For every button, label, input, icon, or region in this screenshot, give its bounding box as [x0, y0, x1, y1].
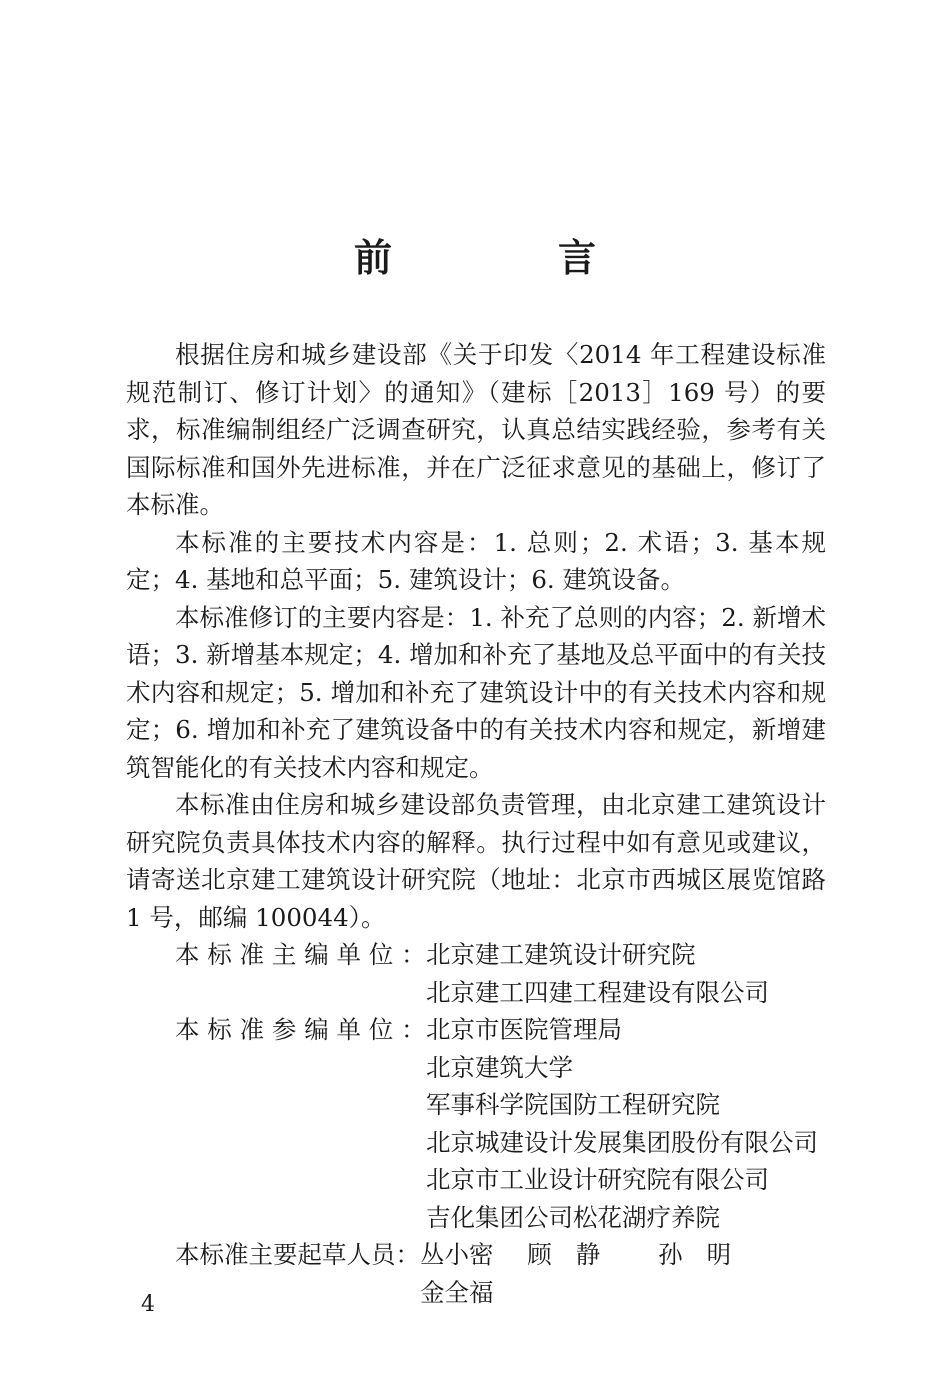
- paragraph-revision-contents: 本标准修订的主要内容是：1. 补充了总则的内容；2. 新增术语；3. 新增基本规定；4. 增加和补充了基地及总平面中的有关技术内容和规定；5. 增加和补充了建筑设计中的有关技术内容和规定；6. 增加和补充了建筑设备中的有关技术内容和规定，新增建筑智能化的有关技术内容和规定。: [126, 602, 826, 782]
- participating-unit-item: 北京市工业设计研究院有限公司: [426, 1165, 769, 1194]
- drafters-label: 本标准主要起草人员：: [175, 1240, 420, 1269]
- participating-unit-item: 吉化集团公司松花湖疗养院: [426, 1202, 720, 1232]
- participating-unit-item: 军事科学院国防工程研究院: [426, 1090, 720, 1119]
- participating-unit-item: 北京城建设计发展集团股份有限公司: [426, 1127, 818, 1157]
- chief-unit-item: 北京建工建筑设计研究院: [426, 940, 696, 969]
- participating-unit-item: 北京建筑大学: [426, 1052, 573, 1082]
- drafter-name: 顾静: [527, 1240, 625, 1269]
- page-title: 前 言: [353, 235, 660, 280]
- paragraph-main-contents: 本标准的主要技术内容是：1. 总则；2. 术语；3. 基本规定；4. 基地和总平面；5. 建筑设计；6. 建筑设备。: [126, 527, 826, 594]
- drafter-name: 丛小密: [420, 1240, 494, 1269]
- paragraph-revision-basis: 根据住房和城乡建设部《关于印发〈2014 年工程建设标准规范制订、修订计划〉的通知》（建标［2013］169 号）的要求，标准编制组经广泛调查研究，认真总结实践经验，参考有关国际标准和国外先进标准，并在广泛征求意见的基础上，修订了本标准。: [126, 340, 826, 519]
- drafter-name: 金全福: [420, 1277, 494, 1307]
- participating-units-block: [126, 1011, 826, 1236]
- participating-units-list: [426, 1011, 826, 1236]
- chief-units-block: [126, 936, 826, 1011]
- paragraph-management: 本标准由住房和城乡建设部负责管理，由北京建工建筑设计研究院负责具体技术内容的解释。执行过程中如有意见或建议，请寄送北京建工建筑设计研究院（地址：北京市西城区展览馆路 1 号，邮编 100044）。: [126, 790, 826, 932]
- drafters-block: [126, 1236, 826, 1311]
- chief-units-label: 本标准主编单位：: [175, 940, 434, 969]
- participating-units-label: 本标准参编单位：: [175, 1015, 434, 1044]
- page-number: 4: [141, 1292, 155, 1317]
- drafter-name: 孙明: [658, 1240, 756, 1269]
- preface-body: [126, 336, 826, 1311]
- chief-units-list: [426, 936, 826, 1011]
- chief-unit-item: 北京建工四建工程建设有限公司: [426, 977, 769, 1007]
- participating-unit-item: 北京市医院管理局: [426, 1015, 622, 1044]
- drafters-list: [420, 1236, 826, 1311]
